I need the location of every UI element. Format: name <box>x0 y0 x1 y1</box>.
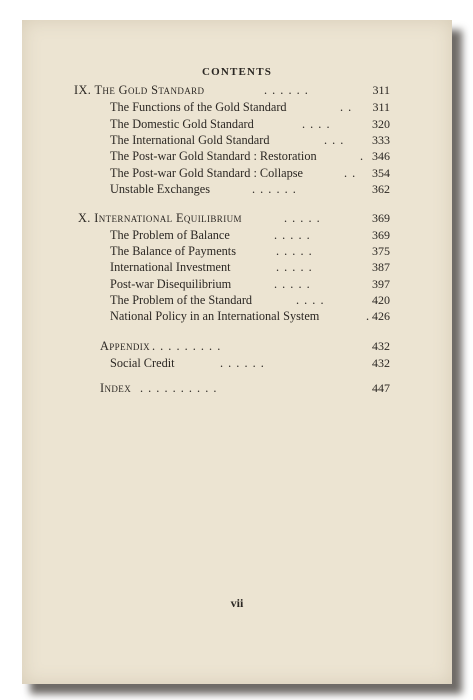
toc-dots: . . . . . . <box>252 182 297 196</box>
toc-label: The Problem of the Standard <box>110 293 253 307</box>
toc-dots: . . . . . . <box>264 83 309 97</box>
toc-label: The Balance of Payments <box>110 244 237 258</box>
toc-page-number: 432 <box>372 356 390 370</box>
toc-page-number: 432 <box>372 339 390 353</box>
toc-page-number: 346 <box>372 149 390 163</box>
toc-dots: . . . <box>324 133 345 147</box>
toc-dots: . . . . . <box>276 260 313 274</box>
toc-page-number: 311 <box>372 83 390 97</box>
toc-entry <box>110 132 390 148</box>
toc-dots: . . . . . <box>276 244 313 258</box>
contents-heading: CONTENTS <box>201 66 273 78</box>
toc-entry <box>110 116 390 132</box>
toc-appendix <box>100 338 390 354</box>
toc-label: The Post-war Gold Standard : Restoration <box>110 149 317 163</box>
toc-entry <box>110 99 390 115</box>
toc-chapter-x <box>78 210 390 226</box>
page-folio: vii <box>230 596 244 610</box>
toc-entry <box>110 276 390 292</box>
toc-page-number: 362 <box>372 182 390 196</box>
toc-label: IX. The Gold Standard <box>74 83 205 97</box>
toc-page-number: 375 <box>372 244 390 258</box>
toc-page-number: 387 <box>372 260 390 274</box>
toc-entry <box>110 181 390 197</box>
toc-dots: . <box>360 149 365 163</box>
toc-label: Appendix <box>100 339 151 353</box>
toc-entry <box>110 308 390 324</box>
toc-page-number: 320 <box>372 117 390 131</box>
toc-label: Index <box>100 381 132 395</box>
toc-page-number: 426 <box>372 309 390 323</box>
toc-page-number: 369 <box>372 228 390 242</box>
toc-page-number: 420 <box>372 293 390 307</box>
toc-label: National Policy in an International System <box>110 309 320 323</box>
toc-entry <box>110 227 390 243</box>
toc-dots: . . . . . <box>274 228 311 242</box>
toc-label: Social Credit <box>110 356 175 370</box>
toc-dots: . . . . . . . . . <box>152 339 222 353</box>
toc-label: The Post-war Gold Standard : Collapse <box>110 166 303 180</box>
toc-entry <box>110 355 390 371</box>
toc-page-number: 354 <box>372 166 390 180</box>
toc-label: Unstable Exchanges <box>110 182 211 196</box>
toc-dots: . . <box>344 166 357 180</box>
book-page <box>22 20 452 684</box>
toc-page-number: 397 <box>372 277 390 291</box>
toc-dots: . . <box>340 100 353 114</box>
toc-label: International Investment <box>110 260 231 274</box>
toc-entry <box>110 243 390 259</box>
toc-dots: . . . . . <box>284 211 321 225</box>
toc-page-number: 447 <box>372 381 390 395</box>
toc-label: The Domestic Gold Standard <box>110 117 254 131</box>
toc-label: Post-war Disequilibrium <box>110 277 232 291</box>
toc-chapter-ix <box>74 82 390 98</box>
toc-label: The Problem of Balance <box>110 228 230 242</box>
toc-dots: . . . . . <box>274 277 311 291</box>
toc-label: The Functions of the Gold Standard <box>110 100 287 114</box>
toc-dots: . . . . <box>296 293 325 307</box>
toc-label: X. International Equilibrium <box>78 211 242 225</box>
toc-index <box>100 380 390 396</box>
toc-entry <box>110 292 390 308</box>
toc-page-number: 311 <box>372 100 390 114</box>
toc-entry <box>110 165 390 181</box>
toc-dots: . <box>366 309 371 323</box>
toc-label: The International Gold Standard <box>110 133 270 147</box>
toc-entry <box>110 259 390 275</box>
toc-entry <box>110 148 390 164</box>
toc-page-number: 369 <box>372 211 390 225</box>
toc-page-number: 333 <box>372 133 390 147</box>
toc-dots: . . . . <box>302 117 331 131</box>
toc-dots: . . . . . . . . . . <box>140 381 218 395</box>
toc-dots: . . . . . . <box>220 356 265 370</box>
